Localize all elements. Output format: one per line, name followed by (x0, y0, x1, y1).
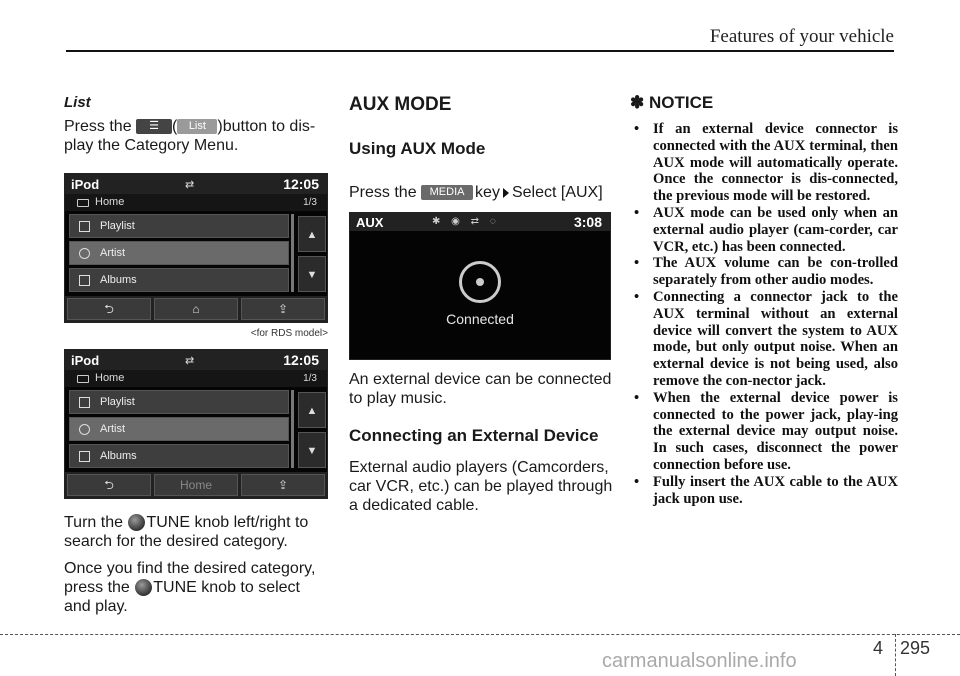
aux-screen-time: 3:08 (573, 214, 602, 230)
screen-title: iPod (71, 353, 100, 368)
scroll-down-icon: ▼ (298, 256, 326, 292)
ipod-screen-rds (64, 173, 328, 323)
scroll-down-icon: ▼ (298, 432, 326, 468)
footer-rule (0, 634, 960, 635)
header-title: Features of your vehicle (709, 26, 894, 47)
list-button-label: List (177, 119, 217, 134)
chapter-number: 4 (873, 638, 884, 658)
ipod-screen (64, 349, 328, 499)
folder-icon (77, 375, 89, 383)
subsection-connecting: Connecting an External Device (349, 426, 599, 445)
caption-rds: <for RDS model> (250, 328, 328, 339)
screen-time: 12:05 (283, 176, 319, 192)
footer-divider (895, 634, 896, 676)
back-icon: ⮌ (67, 298, 151, 320)
text-press: Press the (64, 118, 132, 135)
watermark: carmanualsonline.info (602, 650, 797, 672)
folder-icon (77, 199, 89, 207)
notice-item: • Fully insert the AUX cable to the AUX jack upon use. (630, 474, 898, 508)
notice-item: • The AUX volume can be con-trolled separately from other audio modes. (630, 255, 898, 289)
status-icons: ✱ ◉ ⇄ ◌ (432, 216, 500, 227)
arrow-right-icon (503, 188, 509, 198)
scrollbar (291, 214, 294, 292)
aux-screen-title: AUX (356, 215, 384, 230)
list-item: Artist (69, 241, 289, 265)
home-label: Home (95, 196, 125, 208)
scrollbar (291, 390, 294, 468)
home-icon: ⌂ (154, 298, 238, 320)
screen-time: 12:05 (283, 352, 319, 368)
column-left (64, 92, 328, 624)
list-item: Playlist (69, 214, 289, 238)
page-indicator: 1/3 (303, 197, 317, 208)
album-icon (79, 451, 90, 462)
header-rule (66, 50, 894, 52)
list-item: Playlist (69, 390, 289, 414)
scroll-up-icon: ▲ (298, 216, 326, 252)
back-icon: ⮌ (67, 474, 151, 496)
upload-icon: ⇪ (241, 298, 325, 320)
aux-screen (349, 212, 611, 360)
list-item: Albums (69, 444, 289, 468)
aux-instruction: Press the MEDIA key Select [AUX] (349, 184, 603, 201)
album-icon (79, 275, 90, 286)
home-button-label: Home (154, 474, 238, 496)
tune-instruction: Turn the TUNE knob left/right to search for the desired category. (64, 514, 309, 550)
list-item: Albums (69, 268, 289, 292)
usb-icon: ⇄ (185, 179, 195, 191)
list-menu-button-icon: ☰ (136, 119, 172, 134)
playlist-icon (79, 397, 90, 408)
page-indicator: 1/3 (303, 373, 317, 384)
list-item: Artist (69, 417, 289, 441)
notice-item: • AUX mode can be used only when an external audio player (cam-corder, car VCR, etc.) has been connected. (630, 205, 898, 255)
screen-title: iPod (71, 177, 100, 192)
notice-item: • When the external device power is connected to the power jack, play-ing the external device may output noise. In such cases, disconnect the power connection before use. (630, 390, 898, 474)
column-notice (630, 92, 898, 507)
scroll-up-icon: ▲ (298, 392, 326, 428)
column-middle (349, 92, 613, 523)
artist-icon (79, 248, 90, 259)
aux-description: An external device can be connected to play music. (349, 371, 612, 407)
notice-item: • Connecting a connector jack to the AUX terminal without an external device will convert the system to AUX mode, but only output noise. When an external device is not being used, also remove the con-nector jack. (630, 289, 898, 390)
artist-icon (79, 424, 90, 435)
home-label: Home (95, 372, 125, 384)
upload-icon: ⇪ (241, 474, 325, 496)
list-instruction (64, 117, 328, 155)
tune-knob-icon (128, 514, 145, 531)
notice-list (630, 121, 898, 507)
select-instruction: Once you find the desired category, press the TUNE knob to select and play. (64, 560, 316, 615)
usb-icon: ⇄ (185, 355, 195, 367)
page-number: 295 (900, 638, 931, 658)
connecting-description: External audio players (Camcorders, car VCR, etc.) can be played through a dedicated cable. (349, 459, 613, 514)
text-press-suffix: )button to dis-play the Category Menu. (64, 118, 316, 154)
tune-knob-icon (135, 579, 152, 596)
aux-status: Connected (446, 311, 514, 327)
section-title: AUX MODE (349, 94, 452, 115)
list-heading: List (64, 94, 91, 111)
text-paren: ( (172, 118, 178, 135)
subsection-using-aux: Using AUX Mode (349, 139, 486, 158)
notice-item: • If an external device connector is connected with the AUX terminal, then AUX mode will automatically operate. Once the connector is dis-connected, the previous mode will be restored. (630, 121, 898, 205)
media-key-label: MEDIA (421, 185, 473, 200)
playlist-icon (79, 221, 90, 232)
notice-title: ✽ NOTICE (630, 93, 714, 112)
